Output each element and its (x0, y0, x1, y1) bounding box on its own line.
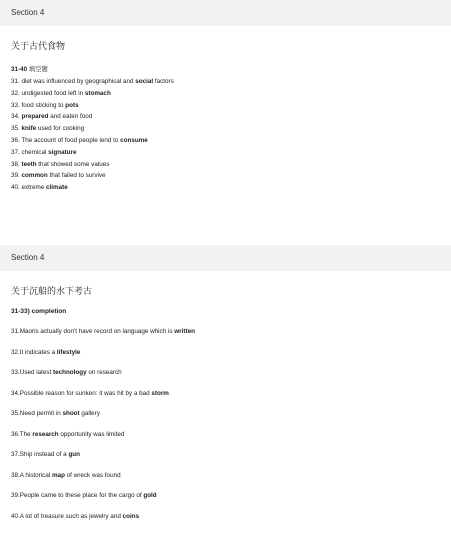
item-number: 32. (11, 348, 20, 356)
item-answer-keyword: climate (46, 184, 68, 192)
answer-item (0, 135, 451, 147)
item-text-before: undigested food left in (21, 89, 85, 97)
item-answer-keyword: signature (48, 148, 77, 156)
item-number: 35. (11, 125, 20, 133)
item-number: 38. (11, 160, 20, 168)
item-number: 31. (11, 78, 20, 85)
answer-item (0, 111, 451, 123)
item-number: 40. (11, 512, 20, 520)
answer-item (0, 182, 451, 194)
section-spacer (0, 219, 451, 245)
item-text-after: opportunity was limited (58, 430, 125, 438)
answer-item (0, 327, 451, 337)
question-range-heading (0, 64, 451, 76)
section-header-label: Section 4 (11, 8, 45, 17)
item-text-after: gallery (79, 410, 100, 417)
answer-item (0, 170, 451, 182)
section-header (0, 0, 451, 26)
answer-item (0, 76, 451, 88)
topic-title: 关于沉船的水下考古 (11, 286, 93, 296)
item-number: 34. (11, 113, 20, 121)
item-answer-keyword: lifestyle (56, 348, 81, 356)
item-text-after: that failed to survive (47, 172, 106, 180)
item-number: 36. (11, 136, 20, 144)
item-text-before: Need permit in (19, 410, 63, 417)
answer-item (0, 348, 451, 358)
item-answer-keyword: common (21, 172, 48, 180)
item-text-before: A historical (19, 471, 52, 479)
item-answer-keyword: consume (120, 136, 148, 144)
item-answer-keyword: knife (21, 125, 37, 133)
answer-item (0, 409, 451, 419)
item-text-before: The account of food people lend to (21, 136, 121, 144)
question-range: 31-40 (11, 66, 28, 73)
item-answer-keyword: gold (143, 492, 157, 499)
item-text-after: and eaten food (48, 113, 93, 121)
item-number: 35. (11, 410, 20, 417)
answer-item (0, 491, 451, 501)
item-number: 31. (11, 328, 20, 335)
item-answer-keyword: shoot (62, 410, 80, 417)
question-type: 填空题 (28, 66, 48, 73)
item-number: 39. (11, 172, 20, 180)
answer-item (0, 123, 451, 135)
item-text-before: Ship instead of a (19, 451, 69, 458)
section-ancient-food (0, 0, 451, 219)
answer-item (0, 159, 451, 171)
item-number: 33. (11, 101, 20, 109)
answer-item (0, 471, 451, 481)
item-text-after: that showed some values (36, 160, 110, 168)
item-number: 37. (11, 148, 20, 156)
section-header-label: Section 4 (11, 253, 45, 262)
question-range-heading: 31-33) completion (11, 308, 67, 315)
item-text-before: Used latest (19, 369, 54, 376)
item-text-before: diet was influenced by geographical and (21, 78, 136, 85)
answer-list (0, 327, 451, 522)
item-answer-keyword: research (32, 430, 59, 438)
answer-item (0, 430, 451, 440)
item-text-before: Maoris actually don't have record on language which is (19, 328, 175, 335)
section-header (0, 245, 451, 271)
item-number: 40. (11, 184, 20, 192)
answer-item (0, 512, 451, 522)
answer-item (0, 88, 451, 100)
item-answer-keyword: written (174, 328, 195, 335)
item-answer-keyword: teeth (21, 160, 37, 168)
item-number: 34. (11, 389, 20, 397)
item-number: 37. (11, 451, 20, 458)
answer-item (0, 368, 451, 378)
item-answer-keyword: pots (65, 101, 79, 109)
item-text-after: on research (86, 369, 122, 376)
item-text-before: food sticking to (21, 101, 66, 109)
section-shipwreck-archaeology (0, 245, 451, 522)
item-text-after: factors (153, 78, 174, 85)
item-text-before: extreme (21, 184, 47, 192)
item-text-before: chemical (21, 148, 49, 156)
item-answer-keyword: stomach (84, 89, 111, 97)
item-text-before: Possible reason for sunken: it was hit by a bad (19, 389, 152, 397)
answer-item (0, 450, 451, 460)
item-answer-keyword: social (135, 78, 154, 85)
answer-list (0, 76, 451, 194)
item-text-before: It indicates a (19, 348, 57, 356)
item-number: 33. (11, 369, 20, 376)
item-number: 36. (11, 430, 20, 438)
item-answer-keyword: gun (68, 451, 80, 458)
item-text-before: A lot of treasure such as jewelry and (19, 512, 123, 520)
item-answer-keyword: map (51, 471, 65, 479)
item-text-before: The (19, 430, 33, 438)
item-number: 39. (11, 492, 20, 499)
item-answer-keyword: technology (53, 369, 87, 376)
topic-title: 关于古代食物 (11, 41, 66, 51)
item-answer-keyword: prepared (21, 113, 49, 121)
item-answer-keyword: coins (122, 512, 140, 520)
answer-item (0, 389, 451, 399)
item-number: 38. (11, 471, 20, 479)
answer-item (0, 147, 451, 159)
item-answer-keyword: storm (151, 389, 169, 397)
answer-item (0, 100, 451, 112)
item-text-before: People came to these place for the cargo of (19, 492, 144, 499)
item-text-after: used for cooking (36, 125, 85, 133)
item-number: 32. (11, 89, 20, 97)
item-text-after: of wreck was found (64, 471, 121, 479)
